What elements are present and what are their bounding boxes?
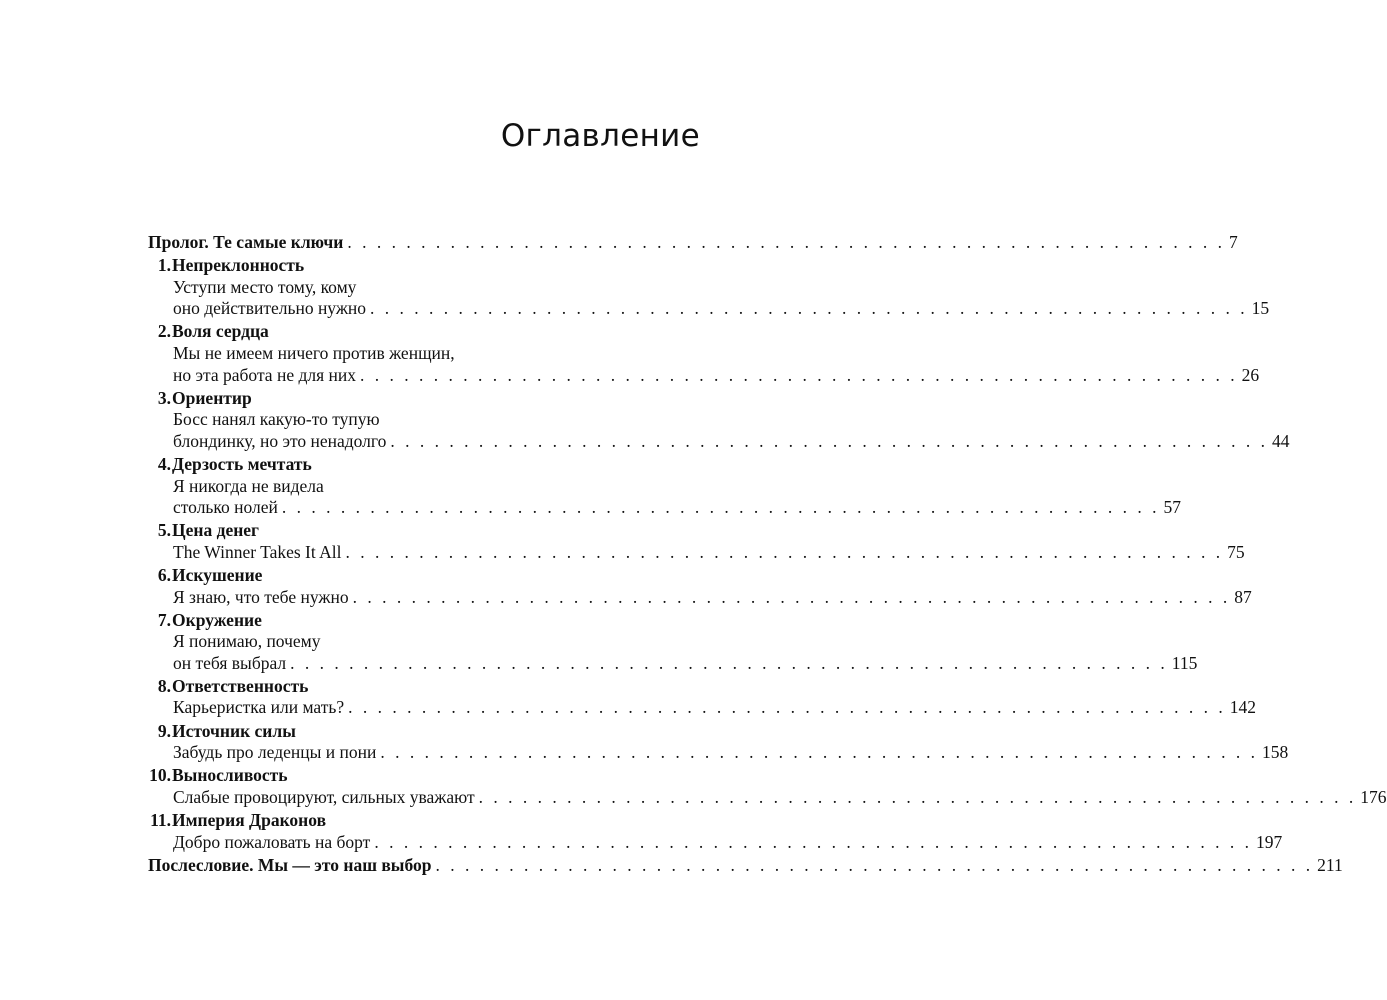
chapter-subtitle: Забудь про леденцы и пони (173, 742, 377, 763)
chapter-number: 10. (149, 765, 171, 786)
toc-entry-chapter-6 (133, 565, 701, 587)
chapter-subtitle: The Winner Takes It All (173, 541, 342, 562)
chapter-subtitle: оно действительно нужно (173, 298, 367, 319)
chapter-title: Дерзость мечтать (172, 453, 312, 474)
page-number: 44 (1272, 430, 1290, 451)
chapter-subtitle: но эта работа не для них (173, 364, 356, 385)
toc-subtitle-line (133, 476, 701, 498)
toc-entry-chapter-2 (133, 321, 701, 343)
toc-entry-chapter-10 (133, 765, 701, 787)
chapter-subtitle: Добро пожаловать на борт (173, 831, 371, 852)
toc-subtitle-line (133, 586, 1252, 609)
dot-leader: . . . . . . . . . . . . . . . . . . . . . . . . . . . . . . . . . . . . . . . . . . . . . . . . . . . . . . . . . . . . (370, 298, 1248, 319)
toc-subtitle-line (133, 541, 1245, 564)
chapter-subtitle: Уступи место тому, кому (173, 276, 357, 297)
dot-leader: . . . . . . . . . . . . . . . . . . . . . . . . . . . . . . . . . . . . . . . . . . . . . . . . . . . . . . . . . . . . (374, 831, 1252, 852)
page-number: 197 (1255, 831, 1283, 852)
chapter-subtitle: он тебя выбрал (173, 652, 287, 673)
page-number: 142 (1229, 697, 1256, 718)
dot-leader: . . . . . . . . . . . . . . . . . . . . . . . . . . . . . . . . . . . . . . . . . . . . . . . . . . . . . . . . . . . . (281, 497, 1160, 518)
dot-leader: . . . . . . . . . . . . . . . . . . . . . . . . . . . . . . . . . . . . . . . . . . . . . . . . . . . . . . . . . . . . (478, 786, 1357, 807)
chapter-number: 3. (157, 387, 171, 408)
dot-leader: . . . . . . . . . . . . . . . . . . . . . . . . . . . . . . . . . . . . . . . . . . . . . . . . . . . . . . . . . . . . (360, 364, 1238, 385)
chapter-title: Империя Драконов (172, 809, 327, 830)
toc-subtitle-line (133, 697, 1256, 719)
toc-entry-chapter-9 (133, 721, 701, 743)
page-number: 26 (1241, 364, 1260, 385)
page-number: 176 (1360, 786, 1387, 807)
toc-entry-chapter-3 (133, 388, 701, 410)
chapter-subtitle: Я понимаю, почему (173, 631, 321, 652)
page-number: 211 (1317, 854, 1343, 875)
chapter-title: Окружение (172, 609, 262, 630)
chapter-title: Источник силы (172, 720, 296, 741)
chapter-title: Ориентир (172, 387, 252, 408)
toc-subtitle-line (133, 298, 1270, 320)
dot-leader: . . . . . . . . . . . . . . . . . . . . . . . . . . . . . . . . . . . . . . . . . . . . . . . . . . . . . . . . . . . . (347, 232, 1225, 252)
dot-leader: . . . . . . . . . . . . . . . . . . . . . . . . . . . . . . . . . . . . . . . . . . . . . . . . . . . . . . . . . . . . (352, 586, 1231, 607)
chapter-title: Цена денег (172, 520, 260, 541)
chapter-number: 9. (157, 720, 171, 741)
page-number: 75 (1227, 541, 1245, 562)
chapter-title: Ответственность (172, 675, 309, 696)
chapter-title: Искушение (172, 564, 263, 585)
entry-title: Пролог. Те самые ключи (148, 232, 344, 252)
page-number: 87 (1234, 586, 1252, 607)
chapter-number: 2. (157, 321, 171, 342)
toc-subtitle-line (133, 277, 701, 299)
chapter-subtitle: блондинку, но это ненадолго (173, 430, 387, 451)
chapter-number: 6. (157, 564, 171, 585)
dot-leader: . . . . . . . . . . . . . . . . . . . . . . . . . . . . . . . . . . . . . . . . . . . . . . . . . . . . . . . . . . . . (390, 430, 1269, 451)
page-number: 158 (1261, 742, 1289, 763)
chapter-subtitle: Слабые провоцируют, сильных уважают (173, 786, 475, 807)
toc-subtitle-line (133, 430, 1290, 453)
page-number: 15 (1251, 298, 1270, 319)
table-of-contents (133, 232, 1387, 876)
chapter-number: 4. (157, 453, 171, 474)
chapter-title: Непреклонность (172, 255, 305, 276)
toc-subtitle-line (133, 364, 1260, 387)
page-number: 57 (1163, 497, 1182, 518)
entry-title: Послесловие. Мы — это наш выбор (148, 854, 432, 875)
toc-subtitle-line (133, 409, 701, 431)
page-number: 115 (1171, 652, 1198, 673)
toc-entry-chapter-11 (133, 810, 701, 832)
dot-leader: . . . . . . . . . . . . . . . . . . . . . . . . . . . . . . . . . . . . . . . . . . . . . . . . . . . . . . . . . . . . (435, 854, 1314, 875)
toc-subtitle-line (133, 343, 701, 365)
toc-entry-chapter-1 (133, 255, 701, 277)
toc-entry-chapter-7 (133, 610, 701, 632)
toc-entry-chapter-4 (133, 454, 701, 476)
chapter-number: 1. (157, 255, 171, 276)
page-number: 7 (1228, 232, 1238, 252)
toc-subtitle-line (133, 786, 1387, 809)
toc-subtitle-line (133, 742, 1289, 764)
chapter-subtitle: столько нолей (173, 497, 278, 518)
chapter-title: Воля сердца (172, 321, 269, 342)
chapter-number: 7. (157, 609, 171, 630)
chapter-subtitle: Карьеристка или мать? (173, 697, 345, 718)
dot-leader: . . . . . . . . . . . . . . . . . . . . . . . . . . . . . . . . . . . . . . . . . . . . . . . . . . . . . . . . . . . . (345, 541, 1224, 562)
chapter-number: 11. (150, 809, 171, 830)
toc-entry-prolog (148, 232, 1238, 254)
toc-entry-epilog (148, 854, 1343, 877)
dot-leader: . . . . . . . . . . . . . . . . . . . . . . . . . . . . . . . . . . . . . . . . . . . . . . . . . . . . . . . . . . . . (290, 652, 1168, 673)
chapter-number: 5. (157, 520, 171, 541)
toc-subtitle-line (133, 831, 1283, 854)
dot-leader: . . . . . . . . . . . . . . . . . . . . . . . . . . . . . . . . . . . . . . . . . . . . . . . . . . . . . . . . . . . . (380, 742, 1258, 763)
toc-subtitle-line (133, 497, 1182, 519)
chapter-subtitle: Мы не имеем ничего против женщин, (173, 342, 455, 363)
page-title: Оглавление (500, 118, 700, 154)
toc-subtitle-line (133, 631, 701, 653)
chapter-subtitle: Я никогда не видела (173, 475, 324, 496)
toc-subtitle-line (133, 652, 1198, 675)
toc-entry-chapter-8 (133, 676, 701, 698)
toc-entry-chapter-5 (133, 520, 701, 542)
chapter-title: Выносливость (172, 765, 288, 786)
chapter-subtitle: Я знаю, что тебе нужно (173, 586, 349, 607)
chapter-number: 8. (157, 675, 171, 696)
chapter-subtitle: Босс нанял какую-то тупую (173, 409, 380, 430)
dot-leader: . . . . . . . . . . . . . . . . . . . . . . . . . . . . . . . . . . . . . . . . . . . . . . . . . . . . . . . . . . . . (348, 697, 1226, 718)
